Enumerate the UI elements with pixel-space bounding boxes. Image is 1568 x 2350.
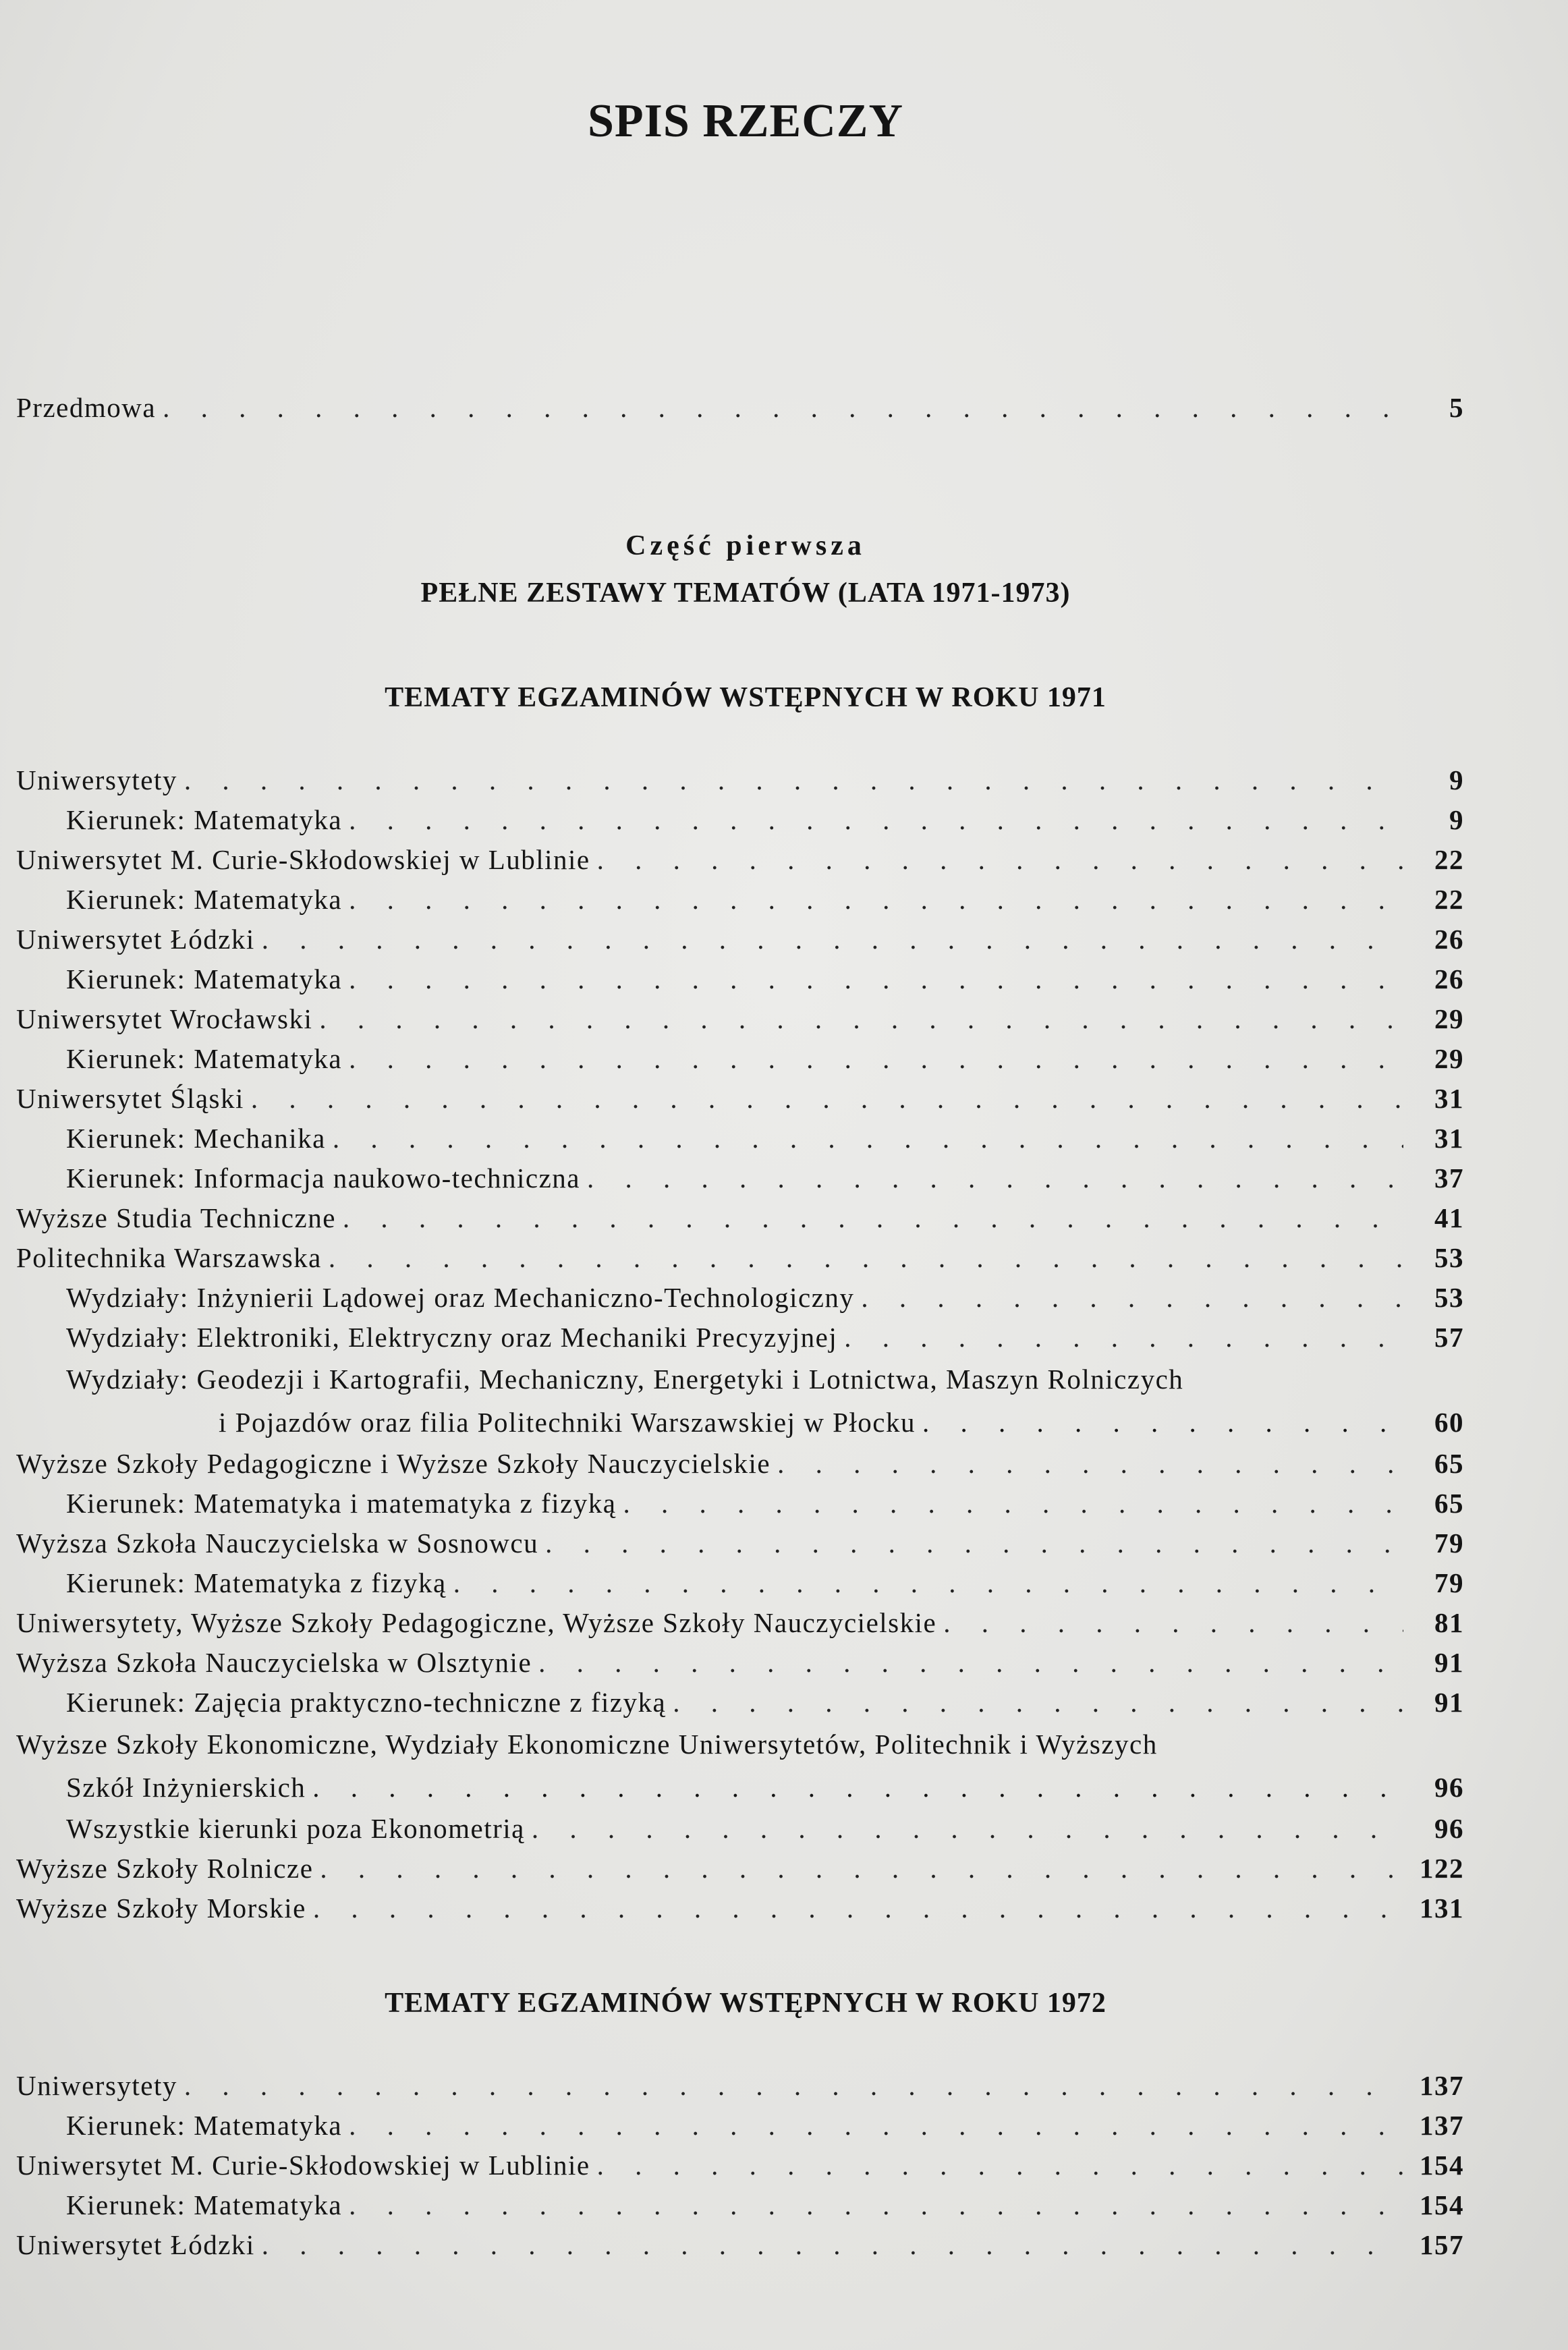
toc-entry-page: 31 bbox=[1434, 1123, 1464, 1154]
toc-entry bbox=[16, 1643, 1464, 1683]
toc-entry-text: Kierunek: Zajęcia praktyczno-techniczne z fizyką bbox=[66, 1687, 667, 1718]
toc-entry-text: Wyższe Szkoły Ekonomiczne, Wydziały Ekonomiczne Uniwersytetów, Politechnik i Wyższych bbox=[16, 1729, 1158, 1760]
dot-leader bbox=[777, 1444, 1403, 1484]
dot-leader bbox=[943, 1603, 1403, 1643]
toc-entry-page: 154 bbox=[1420, 2150, 1464, 2181]
toc-entry-text: Kierunek: Matematyka z fizyką bbox=[66, 1567, 447, 1598]
toc-entry bbox=[16, 1523, 1464, 1563]
section-heading-1971: TEMATY EGZAMINÓW WSTĘPNYCH W ROKU 1971 bbox=[385, 682, 1107, 713]
toc-list-1972 bbox=[16, 2066, 1464, 2265]
toc-entry-text: Kierunek: Informacja naukowo-techniczna bbox=[66, 1163, 581, 1194]
toc-entry-page: 96 bbox=[1434, 1813, 1464, 1844]
dot-leader bbox=[262, 920, 1403, 959]
toc-entry-page: 154 bbox=[1420, 2189, 1464, 2220]
toc-entry-text: Uniwersytet Wrocławski bbox=[16, 1003, 313, 1034]
dot-leader bbox=[329, 1238, 1403, 1278]
dot-leader bbox=[673, 1683, 1403, 1723]
dot-leader bbox=[251, 1079, 1403, 1119]
dot-leader bbox=[861, 1278, 1403, 1318]
toc-entry bbox=[16, 1039, 1464, 1079]
toc-entry bbox=[16, 1278, 1464, 1318]
toc-entry-text: Kierunek: Matematyka bbox=[66, 804, 343, 835]
toc-entry-text: Wyższe Szkoły Rolnicze bbox=[16, 1853, 314, 1884]
toc-entry-page: 137 bbox=[1420, 2110, 1464, 2141]
toc-entry bbox=[16, 1079, 1464, 1119]
toc-entry-page: 37 bbox=[1434, 1163, 1464, 1194]
dot-leader bbox=[844, 1318, 1403, 1358]
dot-leader bbox=[320, 1849, 1403, 1889]
preface-entry bbox=[16, 388, 1464, 428]
toc-entry-text: Kierunek: Matematyka bbox=[66, 1043, 343, 1074]
toc-entry-page: 131 bbox=[1420, 1893, 1464, 1924]
dot-leader bbox=[349, 2106, 1403, 2146]
toc-entry-page: 57 bbox=[1434, 1322, 1464, 1353]
toc-entry bbox=[16, 388, 1464, 428]
dot-leader bbox=[349, 880, 1403, 920]
toc-entry-text-continuation: Szkół Inżynierskich bbox=[66, 1772, 306, 1803]
dot-leader bbox=[538, 1643, 1403, 1683]
toc-entry-text: Uniwersytety bbox=[16, 2070, 177, 2101]
dot-leader bbox=[262, 2225, 1403, 2265]
toc-entry bbox=[16, 959, 1464, 999]
dot-leader bbox=[333, 1119, 1403, 1158]
dot-leader bbox=[453, 1563, 1403, 1603]
toc-entry-text: Uniwersytet Łódzki bbox=[16, 2229, 255, 2260]
toc-entry-text: Kierunek: Mechanika bbox=[66, 1123, 326, 1154]
section-heading-1972: TEMATY EGZAMINÓW WSTĘPNYCH W ROKU 1972 bbox=[385, 1988, 1107, 2019]
toc-entry bbox=[16, 1238, 1464, 1278]
toc-entry-text: Uniwersytety, Wyższe Szkoły Pedagogiczne, Wyższe Szkoły Nauczycielskie bbox=[16, 1607, 937, 1638]
dot-leader bbox=[163, 388, 1403, 428]
toc-entry-page: 29 bbox=[1434, 1043, 1464, 1074]
toc-entry-page: 60 bbox=[1434, 1407, 1464, 1438]
toc-entry bbox=[16, 1603, 1464, 1643]
toc-entry-page: 26 bbox=[1434, 924, 1464, 955]
dot-leader bbox=[922, 1401, 1403, 1444]
toc-entry-multiline bbox=[16, 1358, 1464, 1444]
toc-entry-page: 5 bbox=[1449, 392, 1464, 423]
toc-entry bbox=[16, 2066, 1464, 2106]
toc-entry bbox=[16, 880, 1464, 920]
toc-entry-multiline bbox=[16, 1723, 1464, 1809]
toc-entry bbox=[16, 2185, 1464, 2225]
dot-leader bbox=[532, 1809, 1403, 1849]
toc-entry-text: Wyższa Szkoła Nauczycielska w Sosnowcu bbox=[16, 1528, 539, 1559]
toc-entry-page: 122 bbox=[1420, 1853, 1464, 1884]
toc-entry bbox=[16, 1889, 1464, 1928]
toc-entry-page: 137 bbox=[1420, 2070, 1464, 2101]
dot-leader bbox=[349, 959, 1403, 999]
toc-entry-text: Uniwersytet M. Curie-Skłodowskiej w Lublinie bbox=[16, 844, 590, 875]
toc-entry-text: Uniwersytet Łódzki bbox=[16, 924, 255, 955]
toc-entry-page: 41 bbox=[1434, 1202, 1464, 1233]
toc-entry-page: 9 bbox=[1449, 764, 1464, 795]
toc-entry-text: Przedmowa bbox=[16, 392, 157, 423]
toc-entry bbox=[16, 1809, 1464, 1849]
dot-leader bbox=[312, 1766, 1403, 1809]
part-label: Część pierwsza bbox=[625, 530, 866, 561]
toc-entry-text: Wyższe Szkoły Morskie bbox=[16, 1893, 306, 1924]
dot-leader bbox=[587, 1158, 1403, 1198]
toc-entry-text: Wszystkie kierunki poza Ekonometrią bbox=[66, 1813, 525, 1844]
toc-entry bbox=[16, 2225, 1464, 2265]
toc-entry-page: 96 bbox=[1434, 1772, 1464, 1803]
toc-entry bbox=[16, 1198, 1464, 1238]
toc-entry bbox=[16, 760, 1464, 800]
dot-leader bbox=[349, 1039, 1403, 1079]
dot-leader bbox=[597, 2146, 1403, 2185]
toc-entry-text: Uniwersytet Śląski bbox=[16, 1083, 244, 1114]
toc-entry bbox=[16, 1119, 1464, 1158]
toc-entry-text: Wydziały: Geodezji i Kartografii, Mechaniczny, Energetyki i Lotnictwa, Maszyn Rolniczych bbox=[66, 1364, 1184, 1395]
toc-entry-text: Uniwersytety bbox=[16, 764, 177, 795]
toc-entry bbox=[16, 920, 1464, 959]
toc-entry-text: Politechnika Warszawska bbox=[16, 1242, 322, 1273]
dot-leader bbox=[313, 1889, 1403, 1928]
toc-entry-page: 91 bbox=[1434, 1647, 1464, 1678]
toc-entry bbox=[16, 840, 1464, 880]
toc-entry-page: 65 bbox=[1434, 1488, 1464, 1519]
toc-entry bbox=[16, 1683, 1464, 1723]
toc-entry-text: Kierunek: Matematyka i matematyka z fizyką bbox=[66, 1488, 617, 1519]
dot-leader bbox=[184, 760, 1403, 800]
dot-leader bbox=[184, 2066, 1403, 2106]
toc-entry bbox=[16, 2146, 1464, 2185]
toc-entry-text: Kierunek: Matematyka bbox=[66, 963, 343, 995]
toc-list-1971 bbox=[16, 760, 1464, 1928]
toc-entry bbox=[16, 2106, 1464, 2146]
dot-leader bbox=[623, 1484, 1404, 1523]
toc-entry-text: Wydziały: Elektroniki, Elektryczny oraz Mechaniki Precyzyjnej bbox=[66, 1322, 838, 1353]
toc-entry-text: Wydziały: Inżynierii Lądowej oraz Mechaniczno-Technologiczny bbox=[66, 1282, 855, 1313]
page-title: SPIS RZECZY bbox=[587, 95, 904, 147]
toc-entry-page: 79 bbox=[1434, 1528, 1464, 1559]
toc-entry-page: 22 bbox=[1434, 884, 1464, 915]
toc-entry bbox=[16, 1158, 1464, 1198]
toc-entry bbox=[16, 1444, 1464, 1484]
toc-entry bbox=[16, 800, 1464, 840]
dot-leader bbox=[319, 999, 1403, 1039]
toc-entry bbox=[16, 1484, 1464, 1523]
toc-entry-text-continuation: i Pojazdów oraz filia Politechniki Warszawskiej w Płocku bbox=[219, 1407, 916, 1438]
toc-entry bbox=[16, 1849, 1464, 1889]
toc-entry-text: Kierunek: Matematyka bbox=[66, 884, 343, 915]
dot-leader bbox=[349, 2185, 1403, 2225]
toc-entry-text: Wyższe Studia Techniczne bbox=[16, 1202, 336, 1233]
toc-entry-page: 157 bbox=[1420, 2229, 1464, 2260]
toc-entry-text: Kierunek: Matematyka bbox=[66, 2189, 343, 2220]
toc-entry-page: 29 bbox=[1434, 1003, 1464, 1034]
toc-entry-text: Uniwersytet M. Curie-Skłodowskiej w Lublinie bbox=[16, 2150, 590, 2181]
dot-leader bbox=[349, 800, 1403, 840]
toc-entry bbox=[16, 999, 1464, 1039]
toc-entry-text: Kierunek: Matematyka bbox=[66, 2110, 343, 2141]
toc-entry bbox=[16, 1563, 1464, 1603]
toc-entry-text: Wyższe Szkoły Pedagogiczne i Wyższe Szkoły Nauczycielskie bbox=[16, 1448, 771, 1479]
toc-entry bbox=[16, 1318, 1464, 1358]
part-title: PEŁNE ZESTAWY TEMATÓW (LATA 1971-1973) bbox=[420, 578, 1071, 609]
dot-leader bbox=[597, 840, 1403, 880]
toc-entry-page: 26 bbox=[1434, 963, 1464, 995]
toc-entry-page: 91 bbox=[1434, 1687, 1464, 1718]
toc-entry-page: 53 bbox=[1434, 1282, 1464, 1313]
toc-entry-page: 81 bbox=[1434, 1607, 1464, 1638]
toc-entry-page: 31 bbox=[1434, 1083, 1464, 1114]
toc-entry-page: 79 bbox=[1434, 1567, 1464, 1598]
dot-leader bbox=[343, 1198, 1403, 1238]
toc-entry-page: 22 bbox=[1434, 844, 1464, 875]
toc-entry-page: 53 bbox=[1434, 1242, 1464, 1273]
toc-entry-text: Wyższa Szkoła Nauczycielska w Olsztynie bbox=[16, 1647, 532, 1678]
toc-entry-page: 9 bbox=[1449, 804, 1464, 835]
toc-entry-page: 65 bbox=[1434, 1448, 1464, 1479]
dot-leader bbox=[545, 1523, 1403, 1563]
